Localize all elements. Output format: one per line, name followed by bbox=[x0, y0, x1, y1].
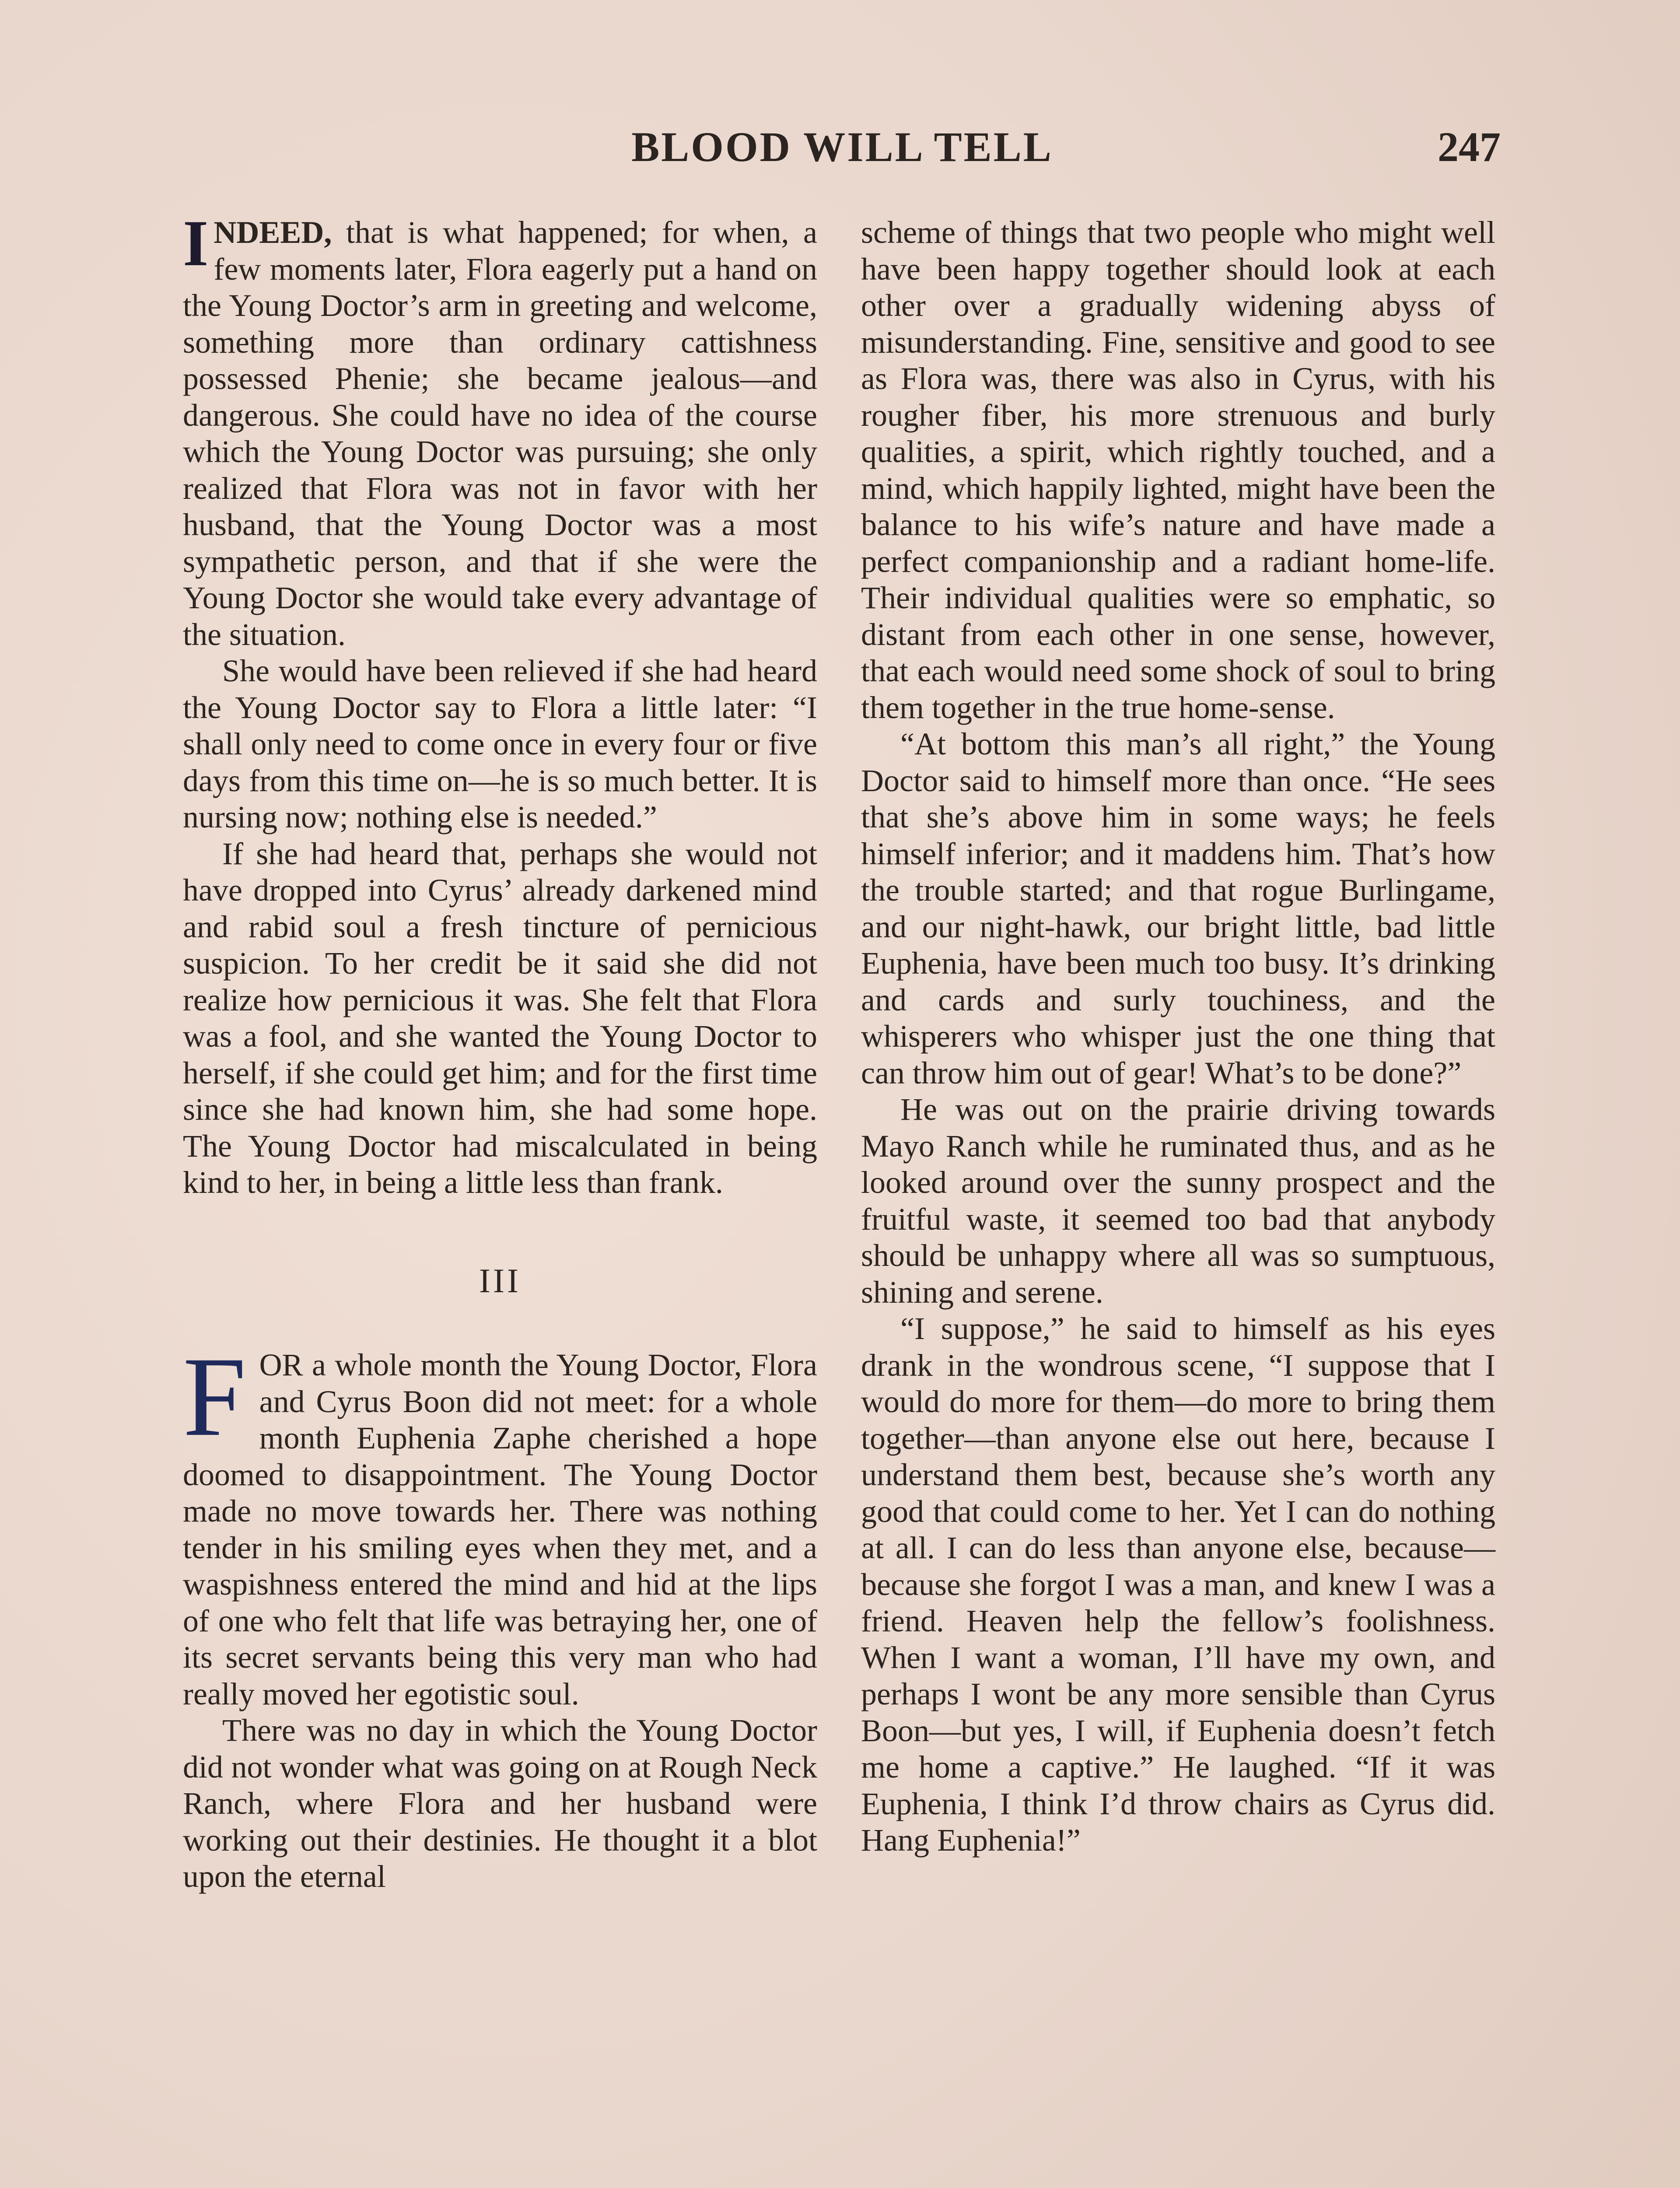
paragraph bbox=[183, 1334, 817, 1712]
paragraph: “At bottom this man’s all right,” the Young Doctor said to himself more than once. “He sees that she’s above him in some ways; he feels himself inferior; and it maddens him. That’s how the trouble started; and that rogue Burlingame, and our night-hawk, our bright little, bad little Euphenia, have been much too busy. It’s drinking and cards and surly touchiness, and the whisperers who whisper just the one thing that can throw him out of gear! What’s to be done?” bbox=[861, 726, 1495, 1090]
right-column bbox=[861, 214, 1495, 1859]
section-heading: III bbox=[479, 1261, 521, 1300]
paragraph: “I suppose,” he said to himself as his eyes drank in the wondrous scene, “I suppose that I would do more for them—do more to bring them together—than anyone else out here, because I understand them best, because she’s worth any good that could come to her. Yet I can do nothing at all. I can do less than anyone else, because—because she forgot I was a man, and knew I was a friend. Heaven help the fellow’s foolishness. When I want a woman, I’ll have my own, and perhaps I wont be any more sensible than Cyrus Boon—but yes, I will, if Euphenia doesn’t fetch me home a captive.” He laughed. “If it was Euphenia, I think I’d throw chairs as Cyrus did. Hang Euphenia!” bbox=[861, 1311, 1495, 1858]
page-header bbox=[184, 123, 1501, 175]
drop-cap: I bbox=[183, 207, 209, 280]
paragraph-text: OR a whole month the Young Doctor, Flora and Cyrus Boon did not meet: for a whole month Euphenia Zaphe cherished a hope doomed to disappointment. The Young Doctor made no move towards her. There was nothing tender in his smiling eyes when they met, and a waspishness entered the mind and hid at the lips of one who felt that life was betraying her, one of its secret servants being this very man who had really moved her egotistic soul. bbox=[183, 1347, 817, 1711]
page-number: 247 bbox=[1438, 123, 1501, 170]
paragraph-text: that is what happened; for when, a few moments later, Flora eagerly put a hand on the Young Doctor’s arm in greeting and welcome, something more than ordinary cattishness possessed Phenie; she became jealous—and dangerous. She could have no idea of the course which the Young Doctor was pursuing; she only realized that Flora was not in favor with her husband, that the Young Doctor was a most sympathetic person, and that if she were the Young Doctor she would take every advantage of the situation. bbox=[183, 215, 817, 652]
paragraph: There was no day in which the Young Doctor did not wonder what was going on at Rough Neck Ranch, where Flora and her husband were working out their destinies. He thought it a blot upon the eternal bbox=[183, 1713, 817, 1894]
paragraph: If she had heard that, perhaps she would not have dropped into Cyrus’ already darkened mind and rabid soul a fresh tincture of pernicious suspicion. To her credit be it said she did not realize how pernicious it was. She felt that Flora was a fool, and she wanted the Young Doctor to herself, if she could get him; and for the first time since she had known him, she had some hope. The Young Doctor had miscalculated in being kind to her, in being a little less than frank. bbox=[183, 836, 817, 1200]
paragraph: scheme of things that two people who might well have been happy together should look at each other over a gradually widening abyss of misunderstanding. Fine, sensitive and good to see as Flora was, there was also in Cyrus, with his rougher fiber, his more strenuous and burly qualities, a spirit, which rightly touched, and a mind, which happily lighted, might have been the balance to his wife’s nature and have made a perfect companionship and a radiant home-life. Their individual qualities were so emphatic, so distant from each other in one sense, however, that each would need some shock of soul to bring them together in the true home-sense. bbox=[861, 215, 1495, 725]
left-column bbox=[183, 207, 817, 1895]
drop-cap: F bbox=[183, 1334, 246, 1460]
paragraph bbox=[183, 207, 817, 653]
running-title: BLOOD WILL TELL bbox=[631, 123, 1053, 170]
paragraph: She would have been relieved if she had heard the Young Doctor say to Flora a little later: “I shall only need to come once in every four or five days from this time on—he is so much better. It is nursing now; nothing else is needed.” bbox=[183, 653, 817, 835]
paragraph: He was out on the prairie driving towards Mayo Ranch while he ruminated thus, and as he looked around over the sunny prospect and the fruitful waste, it seemed too bad that anybody should be unhappy where all was so sumptuous, shining and serene. bbox=[861, 1092, 1495, 1310]
opening-words: NDEED, bbox=[214, 215, 332, 250]
